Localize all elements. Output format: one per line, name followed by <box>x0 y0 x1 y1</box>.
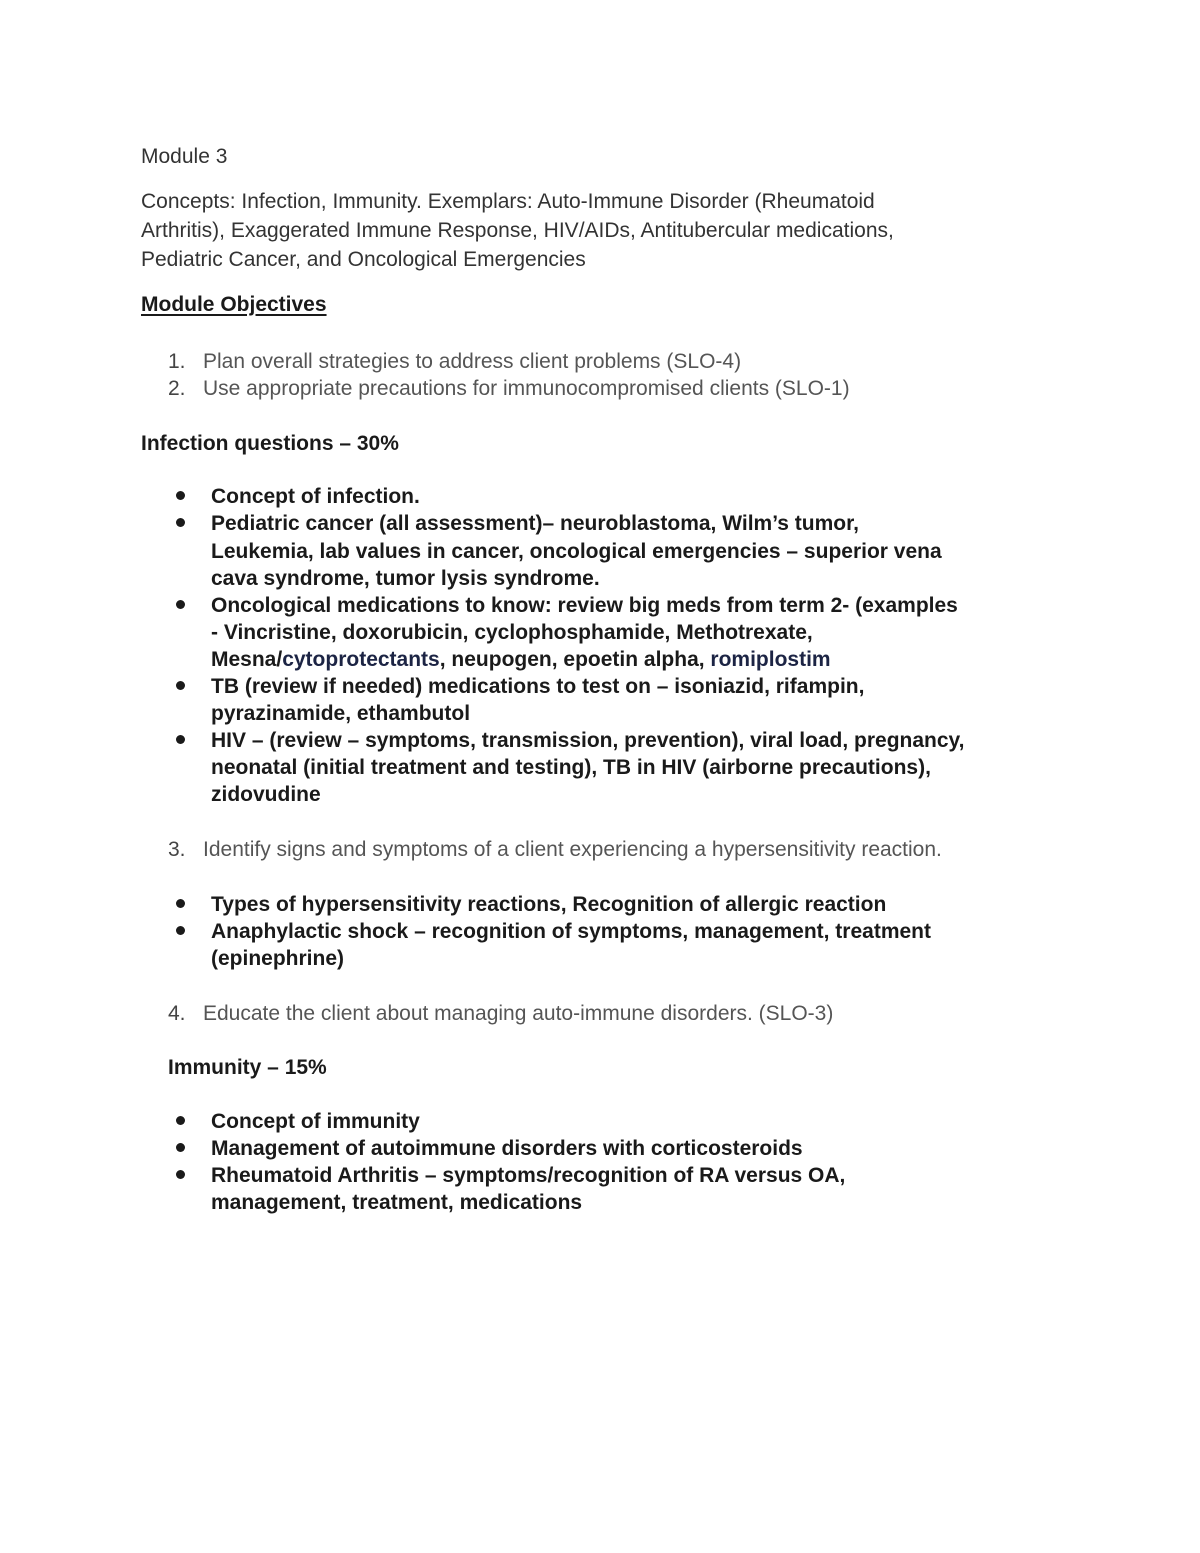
infection-bullet-4-line-1: TB (review if needed) medications to test on – isoniazid, rifampin, <box>211 675 865 698</box>
bullet-icon <box>176 899 185 908</box>
hypersensitivity-bullet-2-line-2: (epinephrine) <box>211 947 345 970</box>
concepts-line-1: Concepts: Infection, Immunity. Exemplars: Auto-Immune Disorder (Rheumatoid <box>141 190 875 213</box>
module-title: Module 3 <box>141 145 228 168</box>
immunity-bullet-2: Management of autoimmune disorders with corticosteroids <box>211 1137 803 1160</box>
hypersensitivity-bullet-1: Types of hypersensitivity reactions, Recognition of allergic reaction <box>211 893 887 916</box>
infection-bullet-3-line-3 <box>211 646 831 673</box>
infection-bullet-3-line-1: Oncological medications to know: review big meds from term 2- (examples <box>211 594 958 617</box>
bullet-icon <box>176 1116 185 1125</box>
objective-number: 3. <box>168 838 186 861</box>
bullet-icon <box>176 491 185 500</box>
infection-bullet-2-line-2: Leukemia, lab values in cancer, oncological emergencies – superior vena <box>211 540 942 563</box>
meds-text: , neupogen, epoetin alpha, <box>439 648 711 671</box>
hypersensitivity-bullet-2-line-1: Anaphylactic shock – recognition of symptoms, management, treatment <box>211 920 931 943</box>
objective-text: Plan overall strategies to address client problems (SLO-4) <box>203 350 742 373</box>
concepts-line-2: Arthritis), Exaggerated Immune Response, HIV/AIDs, Antitubercular medications, <box>141 219 894 242</box>
romiplostim-text: romiplostim <box>710 648 831 671</box>
bullet-icon <box>176 681 185 690</box>
cytoprotectants-text: cytoprotectants <box>282 648 440 671</box>
infection-bullet-5-line-3: zidovudine <box>211 783 321 806</box>
bullet-icon <box>176 735 185 744</box>
objective-text: Use appropriate precautions for immunocompromised clients (SLO-1) <box>203 377 850 400</box>
objective-number: 2. <box>168 377 186 400</box>
infection-heading: Infection questions – 30% <box>141 432 399 455</box>
objective-number: 1. <box>168 350 186 373</box>
concepts-line-3: Pediatric Cancer, and Oncological Emergencies <box>141 248 586 271</box>
mesna-text: Mesna/ <box>211 648 283 671</box>
objectives-heading: Module Objectives <box>141 293 327 316</box>
immunity-bullet-3-line-1: Rheumatoid Arthritis – symptoms/recognition of RA versus OA, <box>211 1164 846 1187</box>
bullet-icon <box>176 1170 185 1179</box>
objective-number: 4. <box>168 1002 186 1025</box>
immunity-bullet-1: Concept of immunity <box>211 1110 420 1133</box>
infection-bullet-5-line-1: HIV – (review – symptoms, transmission, prevention), viral load, pregnancy, <box>211 729 965 752</box>
objective-text: Identify signs and symptoms of a client experiencing a hypersensitivity reaction. <box>203 838 942 861</box>
objective-text: Educate the client about managing auto-immune disorders. (SLO-3) <box>203 1002 834 1025</box>
immunity-heading: Immunity – 15% <box>168 1056 327 1079</box>
bullet-icon <box>176 518 185 527</box>
immunity-bullet-3-line-2: management, treatment, medications <box>211 1191 583 1214</box>
infection-bullet-2-line-1: Pediatric cancer (all assessment)– neuroblastoma, Wilm’s tumor, <box>211 512 859 535</box>
infection-bullet-4-line-2: pyrazinamide, ethambutol <box>211 702 471 725</box>
infection-bullet-1: Concept of infection. <box>211 485 420 508</box>
bullet-icon <box>176 600 185 609</box>
infection-bullet-2-line-3: cava syndrome, tumor lysis syndrome. <box>211 567 600 590</box>
infection-bullet-3-line-2: - Vincristine, doxorubicin, cyclophosphamide, Methotrexate, <box>211 621 813 644</box>
bullet-icon <box>176 1143 185 1152</box>
bullet-icon <box>176 926 185 935</box>
infection-bullet-5-line-2: neonatal (initial treatment and testing), TB in HIV (airborne precautions), <box>211 756 931 779</box>
